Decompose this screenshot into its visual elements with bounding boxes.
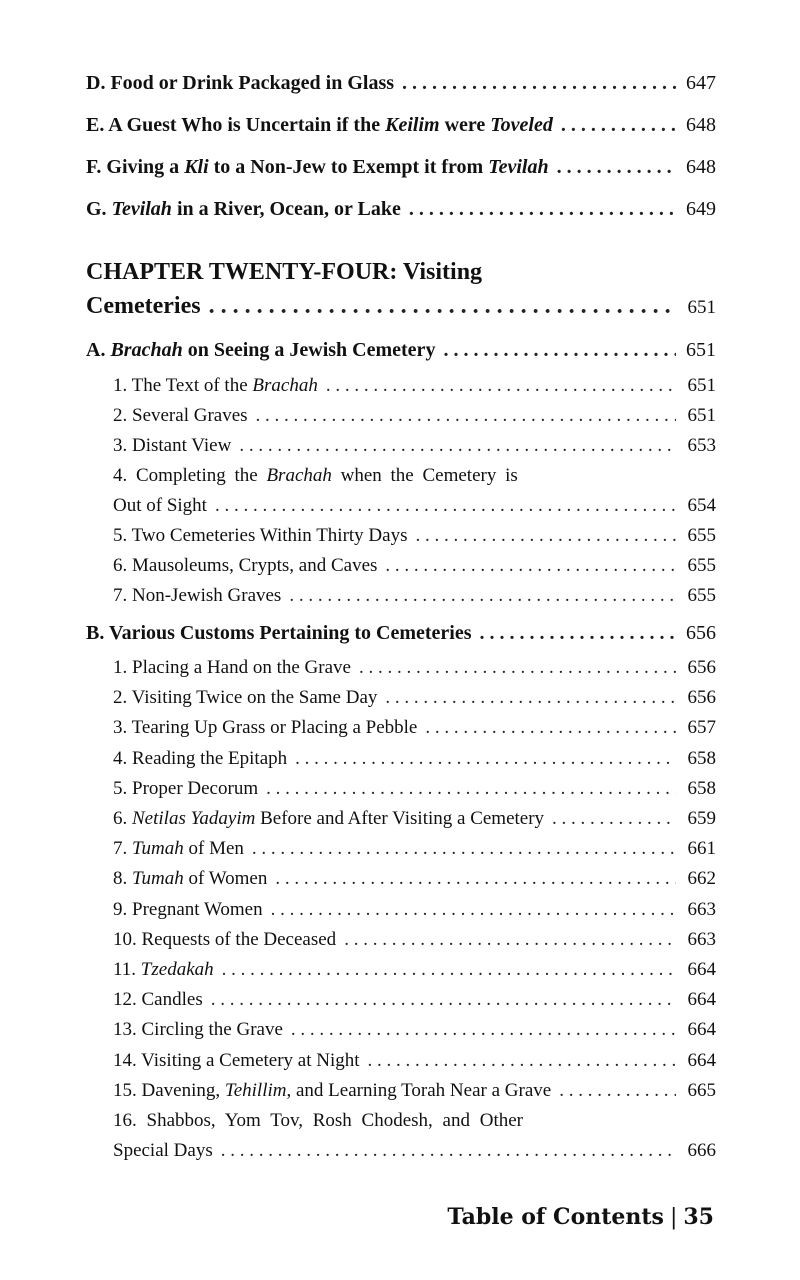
italic-term: Tumah bbox=[132, 868, 184, 889]
entry-text: 15. Davening, bbox=[113, 1080, 225, 1101]
entry-title bbox=[113, 495, 207, 517]
dot-leader bbox=[415, 525, 676, 547]
subsection-entry[interactable] bbox=[113, 868, 716, 890]
page-number: 665 bbox=[687, 1080, 716, 1101]
subsection-entry[interactable] bbox=[113, 525, 716, 547]
italic-term: Kli bbox=[184, 156, 209, 178]
page-number: 661 bbox=[687, 838, 716, 859]
italic-term: Toveled bbox=[490, 114, 553, 136]
page-number: 651 bbox=[686, 339, 716, 361]
page-number: 655 bbox=[687, 525, 716, 546]
entry-title bbox=[86, 72, 394, 95]
entry-title bbox=[113, 1140, 213, 1162]
entry-text: A. bbox=[86, 339, 111, 361]
entry-title bbox=[113, 687, 377, 709]
entry-text: 5. Two Cemeteries Within Thirty Days bbox=[113, 525, 408, 546]
italic-term: Netilas Yadayim bbox=[132, 808, 256, 829]
section-letter: G. bbox=[86, 198, 107, 220]
entry-text: 1. Placing a Hand on the Grave bbox=[113, 657, 351, 678]
dot-leader bbox=[295, 748, 676, 770]
entry-text: 9. Pregnant Women bbox=[113, 899, 263, 920]
dot-leader bbox=[326, 375, 676, 397]
dot-leader bbox=[275, 868, 676, 890]
dot-leader bbox=[209, 293, 676, 320]
entry-title bbox=[113, 808, 544, 830]
entry-title bbox=[86, 114, 553, 137]
page-number: 656 bbox=[687, 687, 716, 708]
page-number: 663 bbox=[687, 899, 716, 920]
entry-text: to a Non-Jew to Exempt it from bbox=[208, 156, 489, 178]
section-a-entry[interactable] bbox=[86, 339, 716, 362]
subsection-entry[interactable] bbox=[113, 1110, 716, 1132]
subsection-entry[interactable] bbox=[113, 465, 593, 487]
section-letter: E. bbox=[86, 114, 105, 136]
page-number: 649 bbox=[686, 198, 716, 220]
page-number: 651 bbox=[687, 405, 716, 426]
entry-title bbox=[113, 405, 248, 427]
entry-title bbox=[113, 1080, 551, 1102]
page-number: 656 bbox=[686, 622, 716, 644]
page-number: 659 bbox=[687, 808, 716, 829]
page-number: 648 bbox=[686, 114, 716, 136]
entry-text: of Women bbox=[183, 868, 268, 889]
entry-text: 13. Circling the Grave bbox=[113, 1019, 283, 1040]
entry-text: in a River, Ocean, or Lake bbox=[171, 198, 401, 220]
entry-text: when the Cemetery is bbox=[331, 465, 518, 486]
entry-title bbox=[113, 435, 231, 457]
section-b-entry[interactable] bbox=[86, 622, 716, 645]
entry-title bbox=[113, 585, 281, 607]
dot-leader bbox=[480, 622, 676, 645]
entry-text: 10. Requests of the Deceased bbox=[113, 929, 337, 950]
italic-term: Brachah bbox=[110, 339, 183, 361]
subsection-entry[interactable] bbox=[113, 435, 716, 457]
italic-term: Tevilah bbox=[111, 198, 172, 220]
italic-term: Brachah bbox=[266, 465, 332, 486]
dot-leader bbox=[425, 717, 676, 739]
page-number: 651 bbox=[687, 297, 716, 318]
entry-text: Out of Sight bbox=[113, 495, 207, 516]
page-number: 663 bbox=[687, 929, 716, 950]
page-number: 648 bbox=[686, 156, 716, 178]
entry-title bbox=[113, 778, 258, 800]
italic-term: Tevilah bbox=[488, 156, 549, 178]
entry-text: 6. bbox=[113, 808, 132, 829]
footer-separator: | bbox=[669, 1205, 678, 1230]
dot-leader bbox=[359, 657, 676, 679]
entry-title bbox=[113, 657, 351, 679]
entry-text: A Guest Who is Uncertain if the bbox=[104, 114, 386, 136]
entry-title bbox=[86, 339, 435, 362]
entry-text: Special Days bbox=[113, 1140, 213, 1161]
entry-text: 3. Tearing Up Grass or Placing a Pebble bbox=[113, 717, 418, 738]
entry-text: 4. Reading the Epitaph bbox=[113, 748, 288, 769]
page-number: 647 bbox=[686, 72, 716, 94]
dot-leader bbox=[256, 405, 676, 427]
subsection-entry[interactable] bbox=[113, 687, 716, 709]
italic-term: Tzedakah bbox=[140, 959, 214, 980]
subsection-entry[interactable] bbox=[113, 808, 716, 830]
entry-text: 7. bbox=[113, 838, 132, 859]
italic-term: Tehillim bbox=[224, 1080, 287, 1101]
entry-text: Giving a bbox=[101, 156, 185, 178]
footer-label: Table of Contents bbox=[447, 1204, 664, 1230]
entry-text: Food or Drink Packaged in Glass bbox=[105, 72, 395, 94]
entry-title bbox=[113, 1019, 283, 1041]
footer-page-number: 35 bbox=[683, 1204, 714, 1230]
subsection-entry[interactable] bbox=[113, 748, 716, 770]
page-number: 664 bbox=[687, 959, 716, 980]
entry-title bbox=[113, 555, 377, 577]
page-number: 662 bbox=[687, 868, 716, 889]
subsection-entry[interactable] bbox=[113, 899, 716, 921]
entry-title bbox=[113, 989, 203, 1011]
entry-text: 7. Non-Jewish Graves bbox=[113, 585, 282, 606]
dot-leader bbox=[215, 495, 676, 517]
subsection-entry[interactable] bbox=[113, 495, 716, 517]
dot-leader bbox=[211, 989, 676, 1011]
subsection-entry[interactable] bbox=[113, 989, 716, 1011]
page-number: 656 bbox=[687, 657, 716, 678]
entry-title bbox=[113, 868, 267, 890]
subsection-entry[interactable] bbox=[113, 929, 716, 951]
entry-text: Before and After Visiting a Cemetery bbox=[255, 808, 545, 829]
entry-text: B. Various Customs Pertaining to Cemeteries bbox=[86, 622, 472, 644]
page-number: 658 bbox=[687, 778, 716, 799]
entry-text: 4. Completing the bbox=[113, 465, 267, 486]
subsection-entry[interactable] bbox=[113, 657, 716, 679]
dot-leader bbox=[291, 1019, 676, 1041]
entry-title bbox=[113, 1050, 360, 1072]
dot-leader bbox=[222, 959, 676, 981]
italic-term: Brachah bbox=[252, 375, 318, 396]
dot-leader bbox=[552, 808, 676, 830]
subsection-entry[interactable] bbox=[113, 1019, 716, 1041]
entry-text: 6. Mausoleums, Crypts, and Caves bbox=[113, 555, 378, 576]
subsection-entry[interactable] bbox=[113, 405, 716, 427]
dot-leader bbox=[344, 929, 676, 951]
entry-title bbox=[113, 525, 407, 547]
entry-text: on Seeing a Jewish Cemetery bbox=[182, 339, 436, 361]
entry-text: of Men bbox=[183, 838, 244, 859]
chapter-title-line2: Cemeteries bbox=[86, 293, 201, 319]
running-footer bbox=[447, 1204, 714, 1230]
dot-leader bbox=[385, 555, 676, 577]
entry-text: were bbox=[439, 114, 491, 136]
dot-leader bbox=[402, 72, 676, 95]
entry-text: 11. bbox=[113, 959, 141, 980]
section-letter: D. bbox=[86, 72, 106, 94]
page-number: 658 bbox=[687, 748, 716, 769]
chapter-title-line1: CHAPTER TWENTY-FOUR: Visiting bbox=[86, 259, 483, 285]
italic-term: Keilim bbox=[385, 114, 440, 136]
subsection-entry[interactable] bbox=[113, 1050, 716, 1072]
page-number: 657 bbox=[687, 717, 716, 738]
entry-title bbox=[86, 622, 472, 645]
subsection-entry[interactable] bbox=[113, 375, 716, 397]
entry-text: 2. Visiting Twice on the Same Day bbox=[113, 687, 378, 708]
section-entry[interactable] bbox=[86, 198, 716, 221]
dot-leader bbox=[368, 1050, 676, 1072]
page-number: 655 bbox=[687, 555, 716, 576]
entry-title bbox=[113, 375, 318, 397]
dot-leader bbox=[561, 114, 676, 137]
page-number: 655 bbox=[687, 585, 716, 606]
dot-leader bbox=[557, 156, 676, 179]
section-entry[interactable] bbox=[86, 114, 716, 137]
section-letter: F. bbox=[86, 156, 102, 178]
page-number: 664 bbox=[687, 989, 716, 1010]
subsection-entry[interactable] bbox=[113, 1140, 716, 1162]
section-entry[interactable] bbox=[86, 72, 716, 95]
page-number: 666 bbox=[687, 1140, 716, 1161]
entry-title bbox=[86, 198, 401, 221]
entry-title bbox=[113, 838, 244, 860]
subsection-entry[interactable] bbox=[113, 555, 716, 577]
entry-title bbox=[113, 959, 214, 981]
entry-title bbox=[113, 748, 287, 770]
subsection-entry[interactable] bbox=[113, 838, 716, 860]
dot-leader bbox=[266, 778, 676, 800]
entry-text: 5. Proper Decorum bbox=[113, 778, 259, 799]
dot-leader bbox=[289, 585, 676, 607]
italic-term: Tumah bbox=[132, 838, 184, 859]
entry-title bbox=[86, 156, 549, 179]
entry-text: 16. Shabbos, Yom Tov, Rosh Chodesh, and Other bbox=[113, 1110, 523, 1131]
entry-text: 12. Candles bbox=[113, 989, 203, 1010]
entry-title bbox=[86, 293, 201, 320]
entry-title bbox=[113, 929, 336, 951]
dot-leader bbox=[409, 198, 676, 221]
entry-text: , and Learning Torah Near a Grave bbox=[286, 1080, 552, 1101]
dot-leader bbox=[221, 1140, 676, 1162]
page-number: 664 bbox=[687, 1050, 716, 1071]
page-number: 654 bbox=[687, 495, 716, 516]
entry-title bbox=[113, 1110, 523, 1132]
page-number: 653 bbox=[687, 435, 716, 456]
entry-title bbox=[113, 465, 518, 487]
entry-text: 3. Distant View bbox=[113, 435, 232, 456]
entry-text: 1. The Text of the bbox=[113, 375, 253, 396]
dot-leader bbox=[559, 1080, 676, 1102]
entry-text: 14. Visiting a Cemetery at Night bbox=[113, 1050, 360, 1071]
subsection-entry[interactable] bbox=[113, 778, 716, 800]
dot-leader bbox=[271, 899, 676, 921]
dot-leader bbox=[443, 339, 676, 362]
subsection-entry[interactable] bbox=[113, 959, 716, 981]
subsection-entry[interactable] bbox=[113, 585, 716, 607]
dot-leader bbox=[252, 838, 676, 860]
entry-title bbox=[113, 717, 417, 739]
entry-title bbox=[113, 899, 263, 921]
dot-leader bbox=[385, 687, 676, 709]
section-entry[interactable] bbox=[86, 156, 716, 179]
entry-text: 8. bbox=[113, 868, 132, 889]
dot-leader bbox=[239, 435, 676, 457]
page-number: 664 bbox=[687, 1019, 716, 1040]
chapter-entry[interactable] bbox=[86, 293, 716, 320]
page-number: 651 bbox=[687, 375, 716, 396]
entry-text: 2. Several Graves bbox=[113, 405, 248, 426]
subsection-entry[interactable] bbox=[113, 717, 716, 739]
subsection-entry[interactable] bbox=[113, 1080, 716, 1102]
